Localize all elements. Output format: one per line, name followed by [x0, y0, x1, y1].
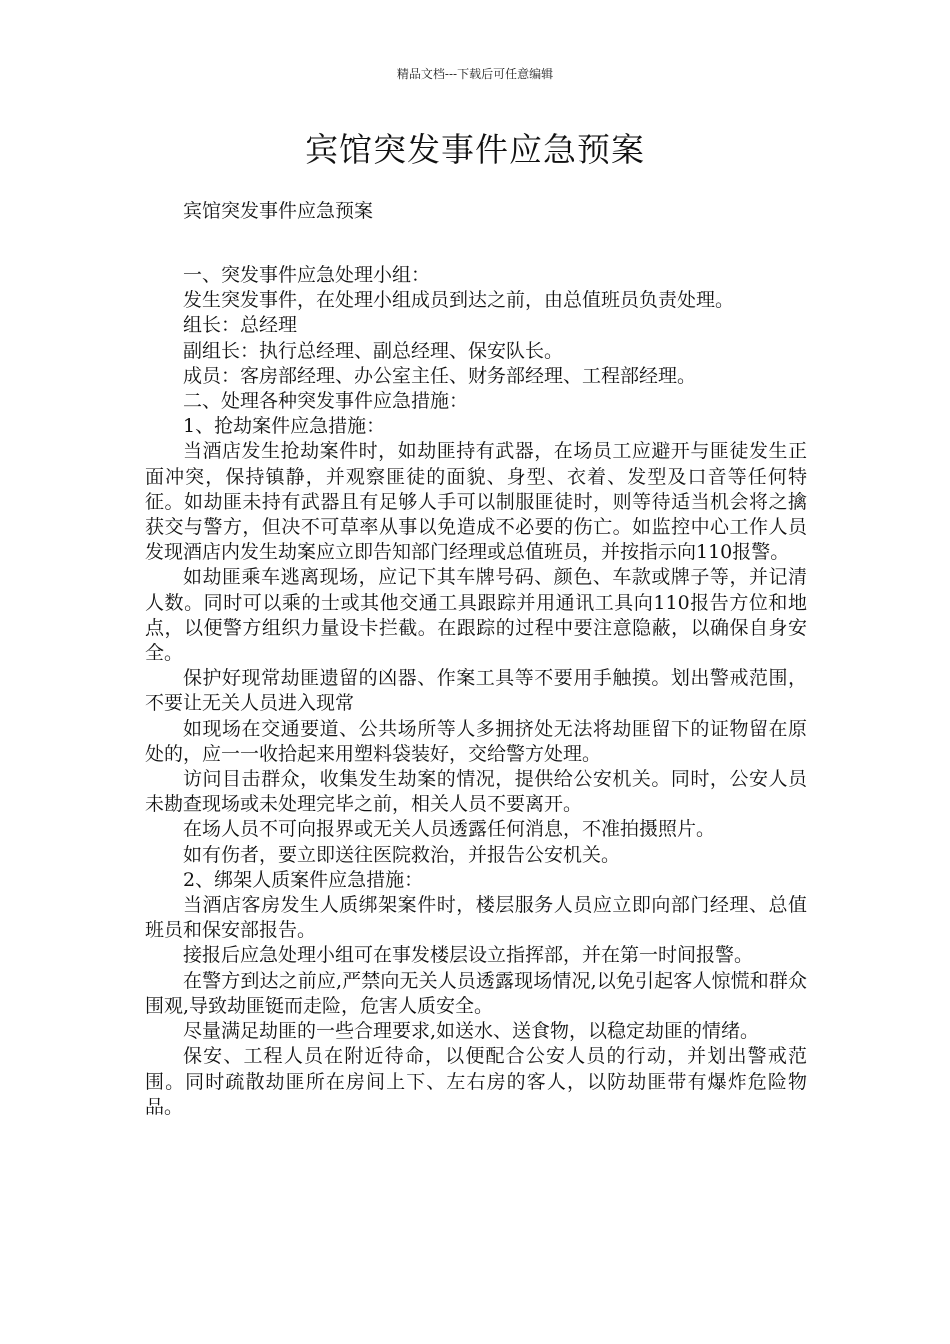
- document-subtitle: 宾馆突发事件应急预案: [183, 200, 374, 222]
- paragraph: 在警方到达之前应,严禁向无关人员透露现场情况,以免引起客人惊慌和群众围观,导致劫匪铤而走险，危害人质安全。: [145, 969, 807, 1017]
- subsection-heading-kidnapping: 2、绑架人质案件应急措施：: [183, 868, 424, 891]
- paragraph: 在场人员不可向报界或无关人员透露任何消息，不准拍摄照片。: [183, 818, 716, 841]
- paragraph: 副组长：执行总经理、副总经理、保安队长。: [183, 339, 564, 362]
- paragraph: 保护好现常劫匪遗留的凶器、作案工具等不要用手触摸。划出警戒范围，不要让无关人员进入现常: [145, 667, 807, 715]
- paragraph: 如现场在交通要道、公共场所等人多拥挤处无法将劫匪留下的证物留在原处的，应一一收拾起来用塑料袋装好，交给警方处理。: [145, 717, 807, 765]
- section-heading-emergency-group: 一、突发事件应急处理小组：: [183, 264, 431, 286]
- paragraph: 当酒店发生抢劫案件时，如劫匪持有武器，在场员工应避开与匪徒发生正面冲突，保持镇静，并观察匪徒的面貌、身型、衣着、发型及口音等任何特征。如劫匪未持有武器且有足够人手可以制服匪徒时，则等待适当机会将之擒获交与警方，但决不可草率从事以免造成不必要的伤亡。如监控中心工作人员发现酒店内发生劫案应立即告知部门经理或总值班员，并按指示向110报警。: [145, 440, 807, 564]
- subsection-heading-robbery: 1、抢劫案件应急措施：: [183, 415, 386, 438]
- paragraph: 如有伤者，要立即送往医院救治，并报告公安机关。: [183, 843, 621, 866]
- paragraph: 访问目击群众，收集发生劫案的情况，提供给公安机关。同时，公安人员未勘查现场或未处理完毕之前，相关人员不要离开。: [145, 768, 807, 816]
- section-heading-measures: 二、处理各种突发事件应急措施：: [183, 390, 469, 413]
- paragraph: 组长：总经理: [183, 314, 298, 337]
- paragraph: 如劫匪乘车逃离现场，应记下其车牌号码、颜色、车款或牌子等，并记清人数。同时可以乘的士或其他交通工具跟踪并用通讯工具向110报告方位和地点，以便警方组织力量设卡拦截。在跟踪的过程中要注意隐蔽，以确保自身安全。: [145, 566, 807, 665]
- paragraph: 发生突发事件，在处理小组成员到达之前，由总值班员负责处理。: [183, 289, 735, 312]
- paragraph: 接报后应急处理小组可在事发楼层设立指挥部，并在第一时间报警。: [183, 944, 754, 967]
- paragraph: 保安、工程人员在附近待命，以便配合公安人员的行动，并划出警戒范围。同时疏散劫匪所在房间上下、左右房的客人，以防劫匪带有爆炸危险物品。: [145, 1045, 807, 1118]
- paragraph: 尽量满足劫匪的一些合理要求,如送水、送食物，以稳定劫匪的情绪。: [183, 1020, 760, 1043]
- page-header: 精品文档---下载后可任意编辑: [396, 67, 554, 81]
- paragraph: 成员：客房部经理、办公室主任、财务部经理、工程部经理。: [183, 364, 697, 387]
- document-body: [145, 196, 807, 1120]
- paragraph: 当酒店客房发生人质绑架案件时，楼层服务人员应立即向部门经理、总值班员和保安部报告。: [145, 894, 807, 942]
- document-title: 宾馆突发事件应急预案: [305, 130, 645, 169]
